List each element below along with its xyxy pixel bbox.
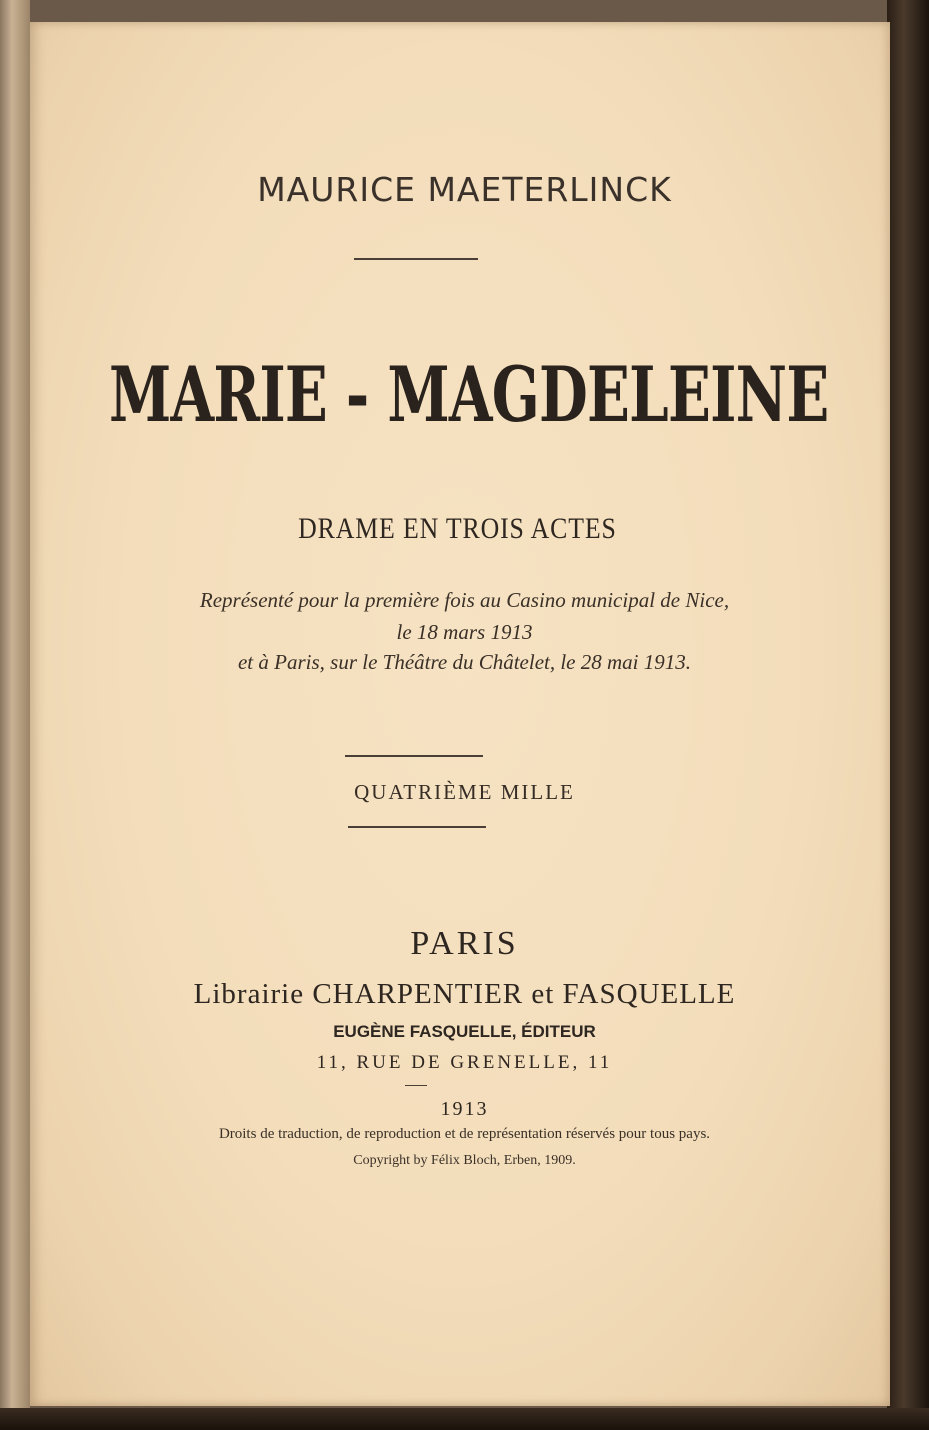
imprint-year: 1913	[440, 1098, 489, 1120]
binding-bottom-edge	[0, 1408, 929, 1430]
binding-right-edge	[887, 0, 929, 1410]
divider-rule	[405, 1085, 427, 1086]
edition-note: QUATRIÈME MILLE	[354, 780, 575, 804]
divider-rule	[345, 755, 483, 757]
copyright-notice: Copyright by Félix Bloch, Erben, 1909.	[353, 1153, 576, 1168]
premiere-note-line-3: et à Paris, sur le Théâtre du Châtelet, le 28 mai 1913.	[237, 650, 692, 674]
title-page	[30, 22, 890, 1406]
divider-rule	[354, 258, 478, 260]
imprint-editor: EUGÈNE FASQUELLE, ÉDITEUR	[333, 1022, 596, 1041]
author-name: MAURICE MAETERLINCK	[257, 170, 672, 209]
divider-rule	[348, 826, 486, 828]
imprint-address: 11, RUE DE GRENELLE, 11	[316, 1052, 613, 1073]
rights-notice: Droits de traduction, de reproduction et de représentation réservés pour tous pays.	[218, 1126, 711, 1142]
premiere-note-line-1: Représenté pour la première fois au Casino municipal de Nice,	[199, 588, 730, 612]
premiere-note-line-2: le 18 mars 1913	[396, 620, 533, 644]
binding-left-edge	[0, 0, 30, 1410]
book-title: MARIE - MAGDELEINE	[108, 350, 829, 439]
imprint-publisher: Librairie CHARPENTIER et FASQUELLE	[193, 978, 736, 1010]
book-subtitle: DRAME EN TROIS ACTES	[298, 512, 617, 545]
imprint-city: PARIS	[410, 925, 519, 962]
